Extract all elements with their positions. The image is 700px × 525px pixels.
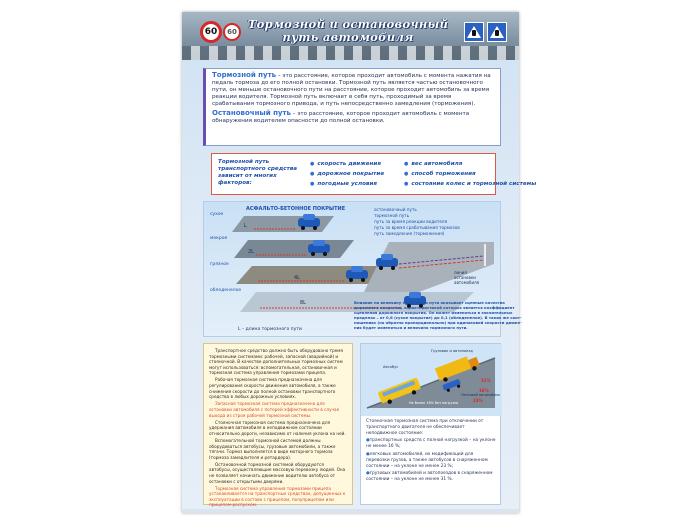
braking-text: – это расстояние, которое проходит автомобиль с момента нажатия на педаль тормоза до его полной остановки. Тормозной путь является частью остановочного пути, он меньше остановочного пути на расстояние, которое проходит автомобиль за время реакции водителя. Тормозной путь включает в себя путь, проходимый за время срабатывания тормозного привода, и путь непосредственно замедления (торможения). [212, 73, 491, 107]
brake-systems-paragraph: Стояночная тормозная система предназначена для удержания автомобиля в неподвижном состоянии относительно дороги, независимо от наличия уклона на ней. [209, 419, 346, 436]
parking-brake-item: ● легковых автомобилей, их модификаций для перевозки грузов, а также автобусов в снаряженном состоянии – на уклоне не менее 23 %; [366, 452, 497, 469]
factor-item: ● дорожное покрытие [310, 169, 384, 179]
factor-item: ● способ торможения [404, 169, 536, 179]
pedestrian-crossing-sign-icon-2 [487, 22, 507, 42]
surface-label: мокрое [210, 236, 228, 241]
grade-label: 16% [479, 388, 489, 393]
poster [182, 12, 537, 513]
influence-text: Влияние на величину тормозного пути оказывает сцепные качества [354, 300, 505, 305]
speed-limit-sign-icon: 60 [200, 21, 222, 43]
brake-systems-paragraph: Вспомогательной тормозной системой должны оборудоваться автобусы, грузовые автомобили, а также тягачи. Тормоз выполняется в виде моторного тормоза (тормоза замедлителя и ретардера). [209, 437, 336, 460]
parking-brake-item: ● грузовых автомобилей и автопоездов в снаряженном состоянии – на уклоне не менее 31 %. [366, 471, 497, 483]
surface-label: обледенелое [210, 288, 242, 293]
influence-text: ния будет изменяться и величина тормозного пути. [354, 325, 468, 330]
definitions-panel [203, 68, 501, 146]
factors-column-2 [404, 159, 536, 189]
factor-item: ● состояние колес и тормозной системы [404, 179, 536, 189]
poster-title-line-1: Тормозной и остановочный [247, 17, 449, 31]
influence-text: дорожного покрытия, характеристикой которых является коэффициент [354, 305, 515, 310]
factors-title: Тормозной путь транспортного средства зависит от многих факторов: [218, 159, 298, 186]
brake-systems-paragraph: Тормозная система управления тормозами прицепа устанавливается на транспортных средствах, допущенных к эксплуатации в составе с прицепом, полуприцепом или прицепом-роспуском. [209, 485, 346, 508]
stopping-definition [212, 110, 494, 125]
grade-label: 31% [481, 378, 491, 383]
influence-text: пределах – от 0,8 (сухое покрытие) до 0,1 (обледенелое). В таких же соот- [354, 315, 522, 320]
factor-item: ● погодные условия [310, 179, 384, 189]
distance-label: L [244, 223, 247, 229]
braking-term: Тормозной путь [212, 71, 277, 79]
stop-line-label: линия [454, 270, 467, 275]
poster-title-line-2: путь автомобиля [282, 30, 414, 44]
distance-label: 8L [300, 300, 306, 306]
braking-illustration-svg [204, 202, 522, 338]
poster-header [182, 12, 519, 60]
road-marking-decoration [182, 46, 519, 60]
length-note: L – длина тормозного пути [238, 327, 302, 332]
brake-systems-text [203, 343, 353, 508]
factor-item: ● скорость движения [310, 159, 384, 169]
factors-panel [211, 153, 537, 195]
stop-line-label: автомобиля [454, 280, 480, 285]
distance-label: 4L [294, 275, 300, 281]
bus-label: Автобус [383, 365, 399, 369]
brake-systems-paragraph: Запасная тормозная система предназначена для остановки автомобиля с потерей эффективности в случае выхода из строя рабочей тормозной системы. [209, 401, 340, 418]
parking-brake-item: ● транспортных средств с полной нагрузкой – на уклоне не менее 16 %; [366, 438, 497, 450]
slope-illustration-svg [361, 344, 502, 416]
pedestrian-crossing-sign-icon [464, 22, 484, 42]
car-label: Легковой автомобиль [461, 393, 501, 397]
speed-limit-sign-small-icon: 60 [223, 23, 241, 41]
distance-label: 2L [248, 249, 254, 255]
parking-brake-intro: Стояночная тормозная система при отключении от транспортного двигателя не обеспечивает неподвижное состояние: [366, 419, 484, 436]
surface-label: сухое [210, 212, 224, 217]
legend-item: тормозной путь [374, 213, 410, 218]
factors-column-1 [310, 159, 384, 189]
influence-text: сцепления дорожного покрытия. Он может изменяться в значительных [354, 310, 513, 315]
factor-item: ● вес автомобиля [404, 159, 536, 169]
brake-systems-paragraph: Рабочая тормозная система предназначена для регулирования скорости движения автомобиля, а также снижения скорости до полной остановки транспортного средства в любых дорожных условиях. [209, 377, 336, 400]
braking-illustration [203, 201, 522, 337]
stopping-term: Остановочный путь [212, 109, 291, 117]
parking-brake-text [366, 419, 497, 485]
braking-definition [212, 72, 494, 108]
legend-item: путь замедления (торможения) [374, 231, 445, 236]
legend-item: остановочный путь [374, 207, 417, 212]
poster-footer-strip [182, 509, 519, 513]
brake-systems-paragraph: Остановочной тормозной системой оборудуются автобусы, осуществляющие массовую перевозку людей. Она не позволяет начинать движение водителю автобуса от остановки с открытыми дверями. [209, 461, 346, 484]
stop-line-label: остановки [454, 275, 476, 280]
surface-label: грязное [210, 262, 229, 267]
grade-label: 23% [473, 398, 483, 403]
brake-systems-paragraph: Транспортное средство должно быть оборудовано тремя тормозными системами: рабочей, запасной (аварийной) и стояночной. В качестве дополнительных тормозных систем могут использоваться: вспомогательная, остановочная и тормозная система управления тормозами прицепа. [209, 348, 343, 376]
poster-title [242, 18, 454, 44]
truck-label: Грузовик и автопоезд [431, 349, 473, 353]
surface-title: АСФАЛЬТО-БЕТОННОЕ ПОКРЫТИЕ [246, 206, 346, 212]
stopping-text: – это расстояние, которое проходит автомобиль с момента обнаружения водителем опасности до полной остановки. [212, 111, 470, 124]
influence-text: ношениях (но обратно пропорционально) при одинаковой скорости движе- [354, 320, 522, 325]
legend-item: путь за время реакции водителя [374, 219, 448, 224]
legend-item: путь за время срабатывания тормозов [374, 225, 460, 230]
slope-label: Не более 16% без нагрузки [409, 401, 459, 405]
parking-brake-panel [360, 343, 501, 505]
